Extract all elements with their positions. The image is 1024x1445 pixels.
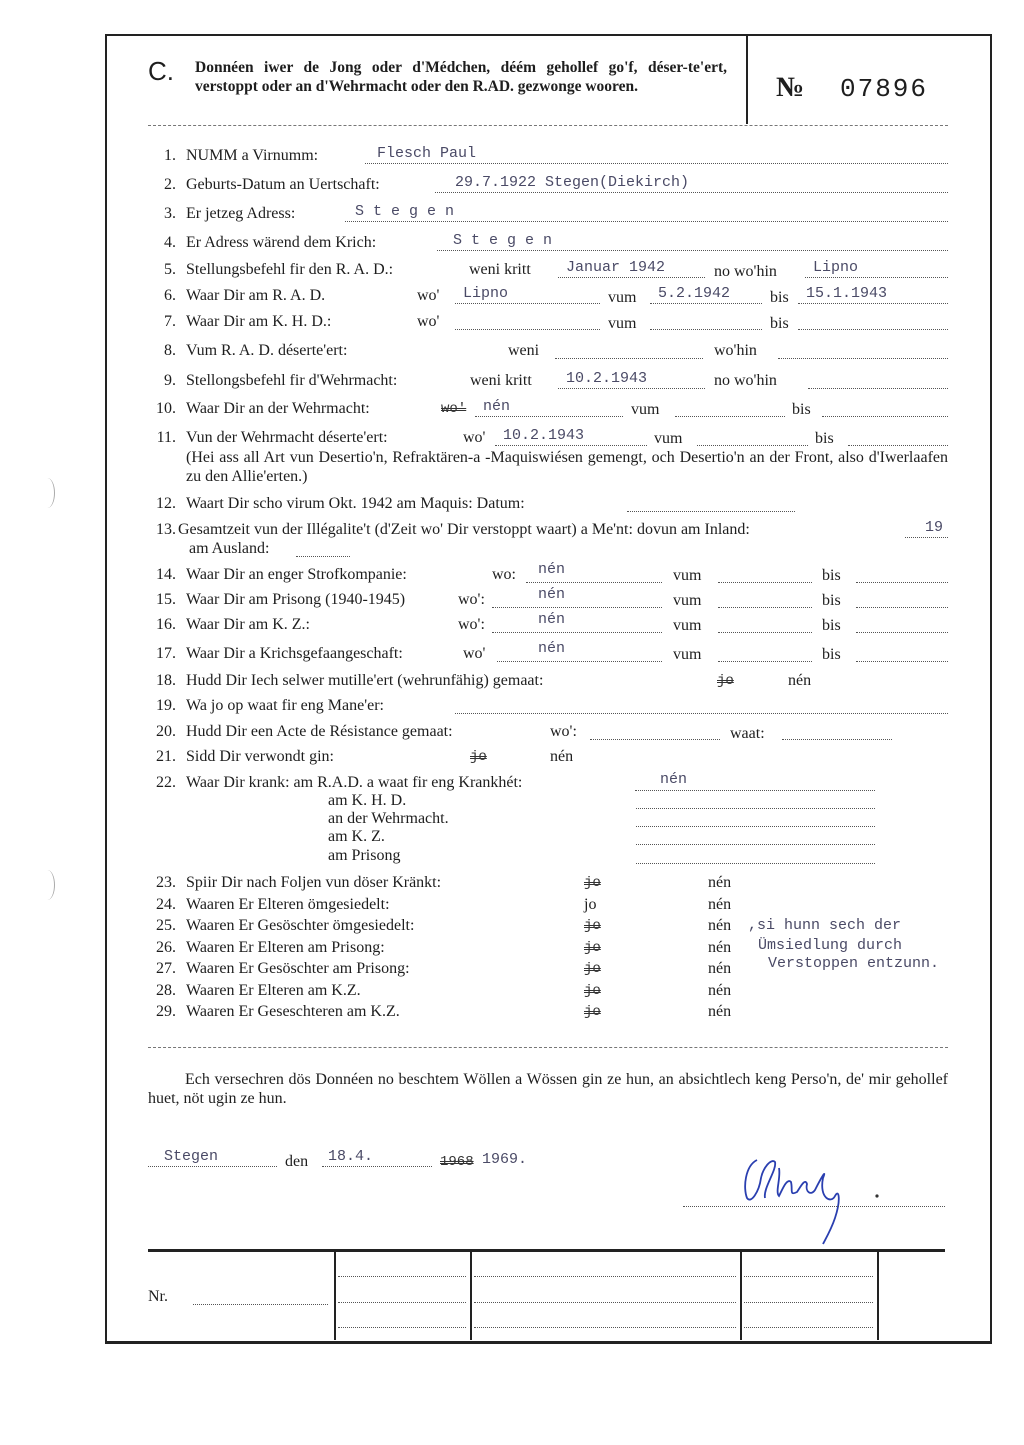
q16-from-field[interactable] [718, 632, 812, 633]
q14-label: Waar Dir an enger Strofkompanie: [186, 566, 407, 583]
q13-label-abroad: am Ausland: [189, 540, 270, 557]
q22-sub-field[interactable] [636, 844, 875, 845]
q6-prefix-from: vum [608, 289, 637, 306]
q14-where-value: nén [538, 561, 566, 578]
q15-prefix-from: vum [673, 592, 702, 609]
q9-prefix-where: no wo'hin [714, 372, 777, 389]
q20-prefix-where: wo': [550, 723, 577, 740]
declaration-text: Ech versechren dös Donnéen no beschtem Wöllen a Wössen gin ze hun, an absichtlech keng Perso'n, de' mir gehollef huet, nöt ugin ze hun. [148, 1071, 948, 1107]
q7-number: 7. [164, 313, 176, 330]
q5-when-value: Januar 1942 [566, 259, 666, 276]
q1-value: Flesch Paul [377, 145, 477, 162]
q18-option-no[interactable]: nén [788, 672, 812, 689]
frame-top [105, 34, 992, 36]
q25-option-no[interactable]: nén [708, 917, 732, 934]
q6-prefix-where: wo' [417, 287, 440, 304]
footer-cell[interactable] [744, 1302, 873, 1303]
q15-where-field[interactable] [492, 607, 662, 608]
q11-prefix-where: wo' [463, 429, 486, 446]
q22-sub-label: am K. Z. [328, 828, 385, 845]
q15-number: 15. [156, 591, 176, 608]
q17-prefix-where: wo' [463, 645, 486, 662]
q25-number: 25. [156, 917, 176, 934]
q24-label: Waaren Er Elteren ömgesiedelt: [186, 896, 390, 913]
q17-prefix-from: vum [673, 646, 702, 663]
q11-number: 11. [156, 429, 176, 446]
q15-prefix-to: bis [822, 592, 841, 609]
signature-image [735, 1148, 885, 1248]
frame-left [105, 34, 107, 1342]
q21-number: 21. [156, 748, 176, 765]
q11-note: (Hei ass all Art vun Desertio'n, Refraktären-a -Maquiswiésen gemengt, och Desertio'n an der Front, also d'Iwerlaafen zu den Allie'erten.) [186, 449, 948, 485]
signature-line[interactable] [683, 1206, 945, 1207]
q8-prefix-where: wo'hin [714, 342, 757, 359]
q24-option-no[interactable]: nén [708, 896, 732, 913]
q5-label: Stellungsbefehl fir den R. A. D.: [186, 261, 394, 278]
q11-prefix-to: bis [815, 430, 834, 447]
q25-label: Waaren Er Gesöschter ömgesiedelt: [186, 917, 415, 934]
q5-prefix-when: weni kritt [469, 261, 531, 278]
q7-prefix-to: bis [770, 315, 789, 332]
q9-where-field[interactable] [808, 388, 948, 389]
footer-column-divider [334, 1252, 336, 1340]
q21-label: Sidd Dir verwondt gin: [186, 748, 334, 765]
q27-option-no[interactable]: nén [708, 960, 732, 977]
header-separator [148, 125, 948, 126]
q13-abroad-field[interactable] [296, 556, 350, 557]
q2-value: 29.7.1922 Stegen(Diekirch) [455, 174, 690, 191]
footer-column-divider [740, 1252, 742, 1340]
footer-cell[interactable] [744, 1276, 873, 1277]
q9-label: Stellongsbefehl fir d'Wehrmacht: [186, 372, 398, 389]
q22-sub-field[interactable] [636, 826, 875, 827]
q8-when-field[interactable] [555, 358, 703, 359]
q10-label: Waar Dir an der Wehrmacht: [186, 400, 370, 417]
year-value: 1969. [482, 1151, 528, 1168]
q7-from-field[interactable] [650, 329, 762, 330]
typed-remark-line: ,si hunn sech der [748, 917, 902, 934]
q22-sub-label: an der Wehrmacht. [328, 810, 449, 827]
frame-right [990, 34, 992, 1344]
punch-hole [40, 870, 55, 900]
q22-number: 22. [156, 774, 176, 791]
footer-cell[interactable] [474, 1276, 736, 1277]
q22-sub-field[interactable] [636, 808, 875, 809]
q11-to-field[interactable] [848, 445, 948, 446]
typed-remark-line: Ümsiedlung durch [758, 937, 903, 954]
q22-sub-label: am K. H. D. [328, 792, 407, 809]
q6-prefix-to: bis [770, 289, 789, 306]
q23-number: 23. [156, 874, 176, 891]
q1-label: NUMM a Virnumm: [186, 147, 319, 164]
q17-where-value: nén [538, 640, 566, 657]
q13-number: 13. [156, 521, 176, 538]
q16-to-field[interactable] [856, 632, 948, 633]
q8-number: 8. [164, 342, 176, 359]
q22-rad-value: nén [660, 771, 688, 788]
q18-label: Hudd Dir Iech selwer mutille'ert (wehrunfähig) gemaat: [186, 672, 544, 689]
q15-where-value: nén [538, 586, 566, 603]
q20-label: Hudd Dir een Acte de Résistance gemaat: [186, 723, 453, 740]
footer-cell[interactable] [474, 1302, 736, 1303]
q16-where-value: nén [538, 611, 566, 628]
q7-prefix-where: wo' [417, 313, 440, 330]
q22-rad-field[interactable] [635, 790, 875, 791]
q4-number: 4. [164, 234, 176, 251]
q18-number: 18. [156, 672, 176, 689]
q11-label: Vun der Wehrmacht déserte'ert: [186, 429, 388, 446]
q17-where-field[interactable] [497, 661, 662, 662]
q26-number: 26. [156, 939, 176, 956]
q3-value: S t e g e n [355, 203, 455, 220]
q26-option-yes[interactable]: jo [584, 940, 601, 956]
q29-option-no[interactable]: nén [708, 1003, 732, 1020]
q4-label: Er Adress wärend dem Krich: [186, 234, 377, 251]
footer-cell[interactable] [338, 1276, 466, 1277]
q16-prefix-where: wo': [458, 616, 485, 633]
q16-where-field[interactable] [492, 632, 662, 633]
q6-label: Waar Dir am R. A. D. [186, 287, 326, 304]
q20-prefix-what: waat: [730, 725, 765, 742]
q10-to-field[interactable] [822, 416, 948, 417]
q16-label: Waar Dir am K. Z.: [186, 616, 310, 633]
footer-column-divider [877, 1252, 879, 1340]
footer-column-divider [470, 1252, 472, 1340]
number-sign: № [776, 72, 805, 103]
q10-from-field[interactable] [675, 416, 785, 417]
q22-sub-field[interactable] [636, 863, 875, 864]
date-value: 18.4. [328, 1148, 374, 1165]
q6-to-value: 15.1.1943 [806, 285, 888, 302]
q3-label: Er jetzeg Adress: [186, 205, 296, 222]
q14-prefix-where: wo: [492, 566, 516, 583]
q16-number: 16. [156, 616, 176, 633]
section-separator [148, 1047, 948, 1048]
q14-prefix-from: vum [673, 567, 702, 584]
q14-number: 14. [156, 566, 176, 583]
q7-to-field[interactable] [798, 329, 948, 330]
q22-sub-label: am Prisong [328, 847, 401, 864]
q5-prefix-where: no wo'hin [714, 263, 777, 280]
q10-prefix-where: wo' [441, 401, 467, 417]
footer-nr-label: Nr. [148, 1288, 168, 1305]
q15-from-field[interactable] [718, 607, 812, 608]
q16-prefix-to: bis [822, 617, 841, 634]
q16-prefix-from: vum [673, 617, 702, 634]
q28-option-yes[interactable]: jo [584, 983, 601, 999]
q14-to-field[interactable] [856, 582, 948, 583]
q21-option-no[interactable]: nén [550, 748, 574, 765]
footer-rule [148, 1249, 945, 1252]
q6-number: 6. [164, 287, 176, 304]
q7-label: Waar Dir am K. H. D.: [186, 313, 332, 330]
q2-label: Geburts-Datum an Uertschaft: [186, 176, 380, 193]
q10-prefix-from: vum [631, 401, 660, 418]
q14-from-field[interactable] [718, 582, 812, 583]
q11-from-field[interactable] [697, 445, 808, 446]
q9-number: 9. [164, 372, 176, 389]
q12-label: Waart Dir scho virum Okt. 1942 am Maquis: Datum: [186, 495, 525, 512]
q20-where-field[interactable] [590, 739, 720, 740]
q11-where-value: 10.2.1943 [503, 427, 585, 444]
footer-cell[interactable] [338, 1327, 466, 1328]
q24-number: 24. [156, 896, 176, 913]
q17-to-field[interactable] [856, 661, 948, 662]
q26-label: Waaren Er Elteren am Prisong: [186, 939, 385, 956]
q19-field[interactable] [455, 713, 948, 714]
header-divider [746, 36, 748, 124]
form-title: Donnéen iwer de Jong oder d'Médchen, déém gehollef go'f, déser-te'ert, verstoppt oder an d'Wehrmacht oder den R.AD. gezwonge wooren. [195, 59, 727, 95]
q21-option-yes[interactable]: jo [470, 749, 487, 765]
q13-label: Gesamtzeit vun der Illégalite't (d'Zeit wo' Dir verstoppt waart) a Me'nt: dovun am Inland: [178, 521, 750, 538]
q1-number: 1. [164, 147, 176, 164]
q20-number: 20. [156, 723, 176, 740]
typed-remark-line: Verstoppen entzunn. [768, 955, 940, 972]
q6-from-value: 5.2.1942 [658, 285, 731, 302]
q29-option-yes[interactable]: jo [584, 1004, 601, 1020]
q22-label: Waar Dir krank: am R.A.D. a waat fir eng Krankhét: [186, 774, 523, 791]
q23-option-yes[interactable]: jo [584, 875, 601, 891]
footer-cell[interactable] [338, 1302, 466, 1303]
q27-label: Waaren Er Gesöschter am Prisong: [186, 960, 410, 977]
q19-label: Wa jo op waat fir eng Mane'er: [186, 697, 384, 714]
year-printed-struck: 1968 [440, 1154, 474, 1170]
frame-bottom [105, 1341, 992, 1344]
q10-where-value: nén [483, 398, 511, 415]
q14-prefix-to: bis [822, 567, 841, 584]
q8-prefix-when: weni [508, 342, 540, 359]
q29-label: Waaren Er Geseschteren am K.Z. [186, 1003, 400, 1020]
q12-number: 12. [156, 495, 176, 512]
q6-where-value: Lipno [463, 285, 509, 302]
q18-option-yes[interactable]: jo [717, 673, 734, 689]
q14-where-field[interactable] [526, 582, 662, 583]
q8-label: Vum R. A. D. déserte'ert: [186, 342, 348, 359]
place-value: Stegen [164, 1148, 219, 1165]
q3-number: 3. [164, 205, 176, 222]
q19-number: 19. [156, 697, 176, 714]
q27-number: 27. [156, 960, 176, 977]
q17-number: 17. [156, 645, 176, 662]
q24-option-yes[interactable]: jo [584, 896, 597, 913]
q23-option-no[interactable]: nén [708, 874, 732, 891]
q4-value: S t e g e n [453, 232, 553, 249]
q5-where-value: Lipno [813, 259, 859, 276]
footer-cell[interactable] [744, 1327, 873, 1328]
q26-option-no[interactable]: nén [708, 939, 732, 956]
q25-option-yes[interactable]: jo [584, 918, 601, 934]
q20-what-field[interactable] [782, 739, 892, 740]
q2-number: 2. [164, 176, 176, 193]
q8-where-field[interactable] [778, 358, 948, 359]
q17-prefix-to: bis [822, 646, 841, 663]
q15-to-field[interactable] [856, 607, 948, 608]
punch-hole [40, 478, 55, 508]
q11-prefix-from: vum [654, 430, 683, 447]
q15-label: Waar Dir am Prisong (1940-1945) [186, 591, 406, 608]
q17-label: Waar Dir a Krichsgefaangeschaft: [186, 645, 403, 662]
q28-option-no[interactable]: nén [708, 982, 732, 999]
den-label: den [285, 1153, 309, 1170]
q12-date-field[interactable] [627, 511, 795, 512]
form-number: 07896 [840, 74, 929, 104]
q5-number: 5. [164, 261, 176, 278]
q15-prefix-where: wo': [458, 591, 485, 608]
q29-number: 29. [156, 1003, 176, 1020]
q9-when-value: 10.2.1943 [566, 370, 648, 387]
q7-prefix-from: vum [608, 315, 637, 332]
q28-number: 28. [156, 982, 176, 999]
q10-number: 10. [156, 400, 176, 417]
q7-where-field[interactable] [455, 329, 600, 330]
q13-inland-value: 19 [925, 519, 944, 536]
q27-option-yes[interactable]: jo [584, 961, 601, 977]
q10-prefix-to: bis [792, 401, 811, 418]
q28-label: Waaren Er Elteren am K.Z. [186, 982, 361, 999]
q23-label: Spiir Dir nach Foljen vun döser Kränkt: [186, 874, 442, 891]
section-letter: C. [148, 56, 174, 86]
q17-from-field[interactable] [718, 661, 812, 662]
footer-nr-field[interactable] [193, 1304, 328, 1305]
footer-cell[interactable] [474, 1327, 736, 1328]
q9-prefix-when: weni kritt [470, 372, 532, 389]
